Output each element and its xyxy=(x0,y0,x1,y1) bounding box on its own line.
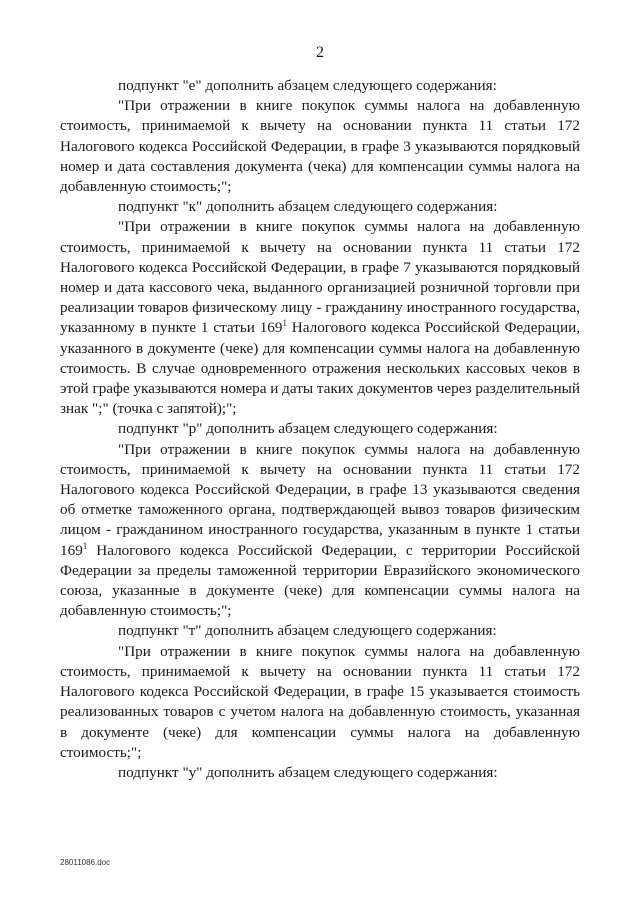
amendment-text-r-main: "При отражении в книге покупок суммы налога на добавленную стоимость, принимаемой к вычету на основании пункта 11 статьи 172 Налогового кодекса Российской Федерации, в графе 13 указываются сведения об отметке таможенного органа, подтверждающей вывоз товаров физическим лицом - гражданином иностранного государства, указанным в пункте 1 статьи 169 xyxy=(60,440,580,559)
file-name-footer: 28011086.doc xyxy=(60,858,111,867)
amendment-intro-k: подпункт "к" дополнить абзацем следующего содержания: xyxy=(118,198,498,216)
amendment-text-k-main: "При отражении в книге покупок суммы налога на добавленную стоимость, принимаемой к вычету на основании пункта 11 статьи 172 Налогового кодекса Российской Федерации, в графе 7 указываются порядковый номер и дата кассового чека, выданного организацией розничной торговли при реализации товаров физическому лицу - гражданину иностранного государства, указанному в пункте 1 статьи 169 xyxy=(60,218,580,337)
amendment-intro-e: подпункт "е" дополнить абзацем следующего содержания: xyxy=(118,77,497,94)
amendment-text-k xyxy=(60,217,580,419)
superscript-mark: 1 xyxy=(282,318,287,329)
superscript-mark: 1 xyxy=(82,540,88,551)
document-body xyxy=(60,76,580,783)
amendment-intro-t: подпункт "т" дополнить абзацем следующего содержания: xyxy=(118,622,497,640)
amendment-text-t: "При отражении в книге покупок суммы налога на добавленную стоимость, принимаемой к вычету на основании пункта 11 статьи 172 Налогового кодекса Российской Федерации, в графе 15 указывается стоимость реализованных товаров с учетом налога на добавленную стоимость, указанная в документе (чеке) для компенсации суммы налога на добавленную стоимость;"; xyxy=(60,642,580,761)
amendment-intro-r: подпункт "р" дополнить абзацем следующего содержания: xyxy=(118,420,498,438)
amendment-text-r xyxy=(60,440,580,622)
page-number: 2 xyxy=(316,44,324,61)
amendment-intro-u: подпункт "у" дополнить абзацем следующего содержания: xyxy=(118,763,498,781)
amendment-text-e: "При отражении в книге покупок суммы налога на добавленную стоимость, принимаемой к вычету на основании пункта 11 статьи 172 Налогового кодекса Российской Федерации, в графе 3 указываются порядковый номер и дата составления документа (чека) для компенсации суммы налога на добавленную стоимость;"; xyxy=(60,97,580,196)
amendment-text-r-tail: Налогового кодекса Российской Федерации, с территории Российской Федерации за пределы таможенной территории Евразийского экономического союза, указанные в документе (чеке) для компенсации суммы налога на добавленную стоимость;"; xyxy=(60,541,580,620)
amendment-text-k-tail: Налогового кодекса Российской Федерации, указанного в документе (чеке) для компенсации суммы налога на добавленную стоимость. В случае одновременного отражения нескольких кассовых чеков в этой графе указываются номера и даты таких документов через разделительный знак ";" (точка с запятой);"; xyxy=(60,319,580,418)
